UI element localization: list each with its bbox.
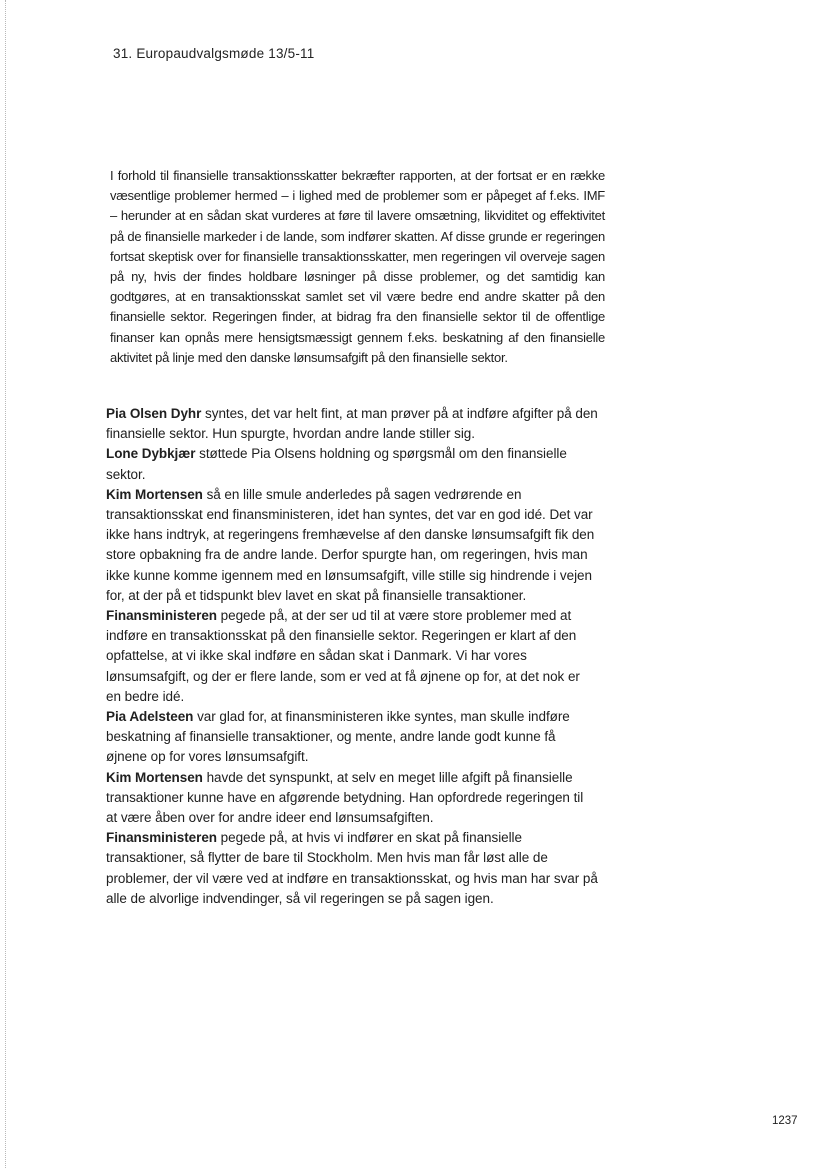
- statement: [106, 606, 598, 707]
- speaker-name: Lone Dybkjær: [106, 446, 196, 462]
- statement-text: pegede på, at hvis vi indfører en skat på finansielle transaktioner, så flytter de bare til Stockholm. Men hvis man får løst alle de problemer, der vil være ved at indføre en transaktionsskat, og hvis man har svar på alle de alvorlige indvendinger, så vil regeringen se på sagen igen.: [106, 830, 598, 906]
- statement-text: pegede på, at der ser ud til at være store problemer med at indføre en transaktionsskat på den finansielle sektor. Regeringen er klart af den opfattelse, at vi ikke skal indføre en sådan skat i Danmark. Vi har vores lønsumsafgift, og der er flere lande, som er ved at få øjnene op for, at det nok er en bedre idé.: [106, 608, 580, 704]
- statement: [106, 828, 598, 909]
- speaker-name: Kim Mortensen: [106, 486, 203, 502]
- scan-border-line: [5, 0, 6, 1168]
- statement-text: støttede Pia Olsens holdning og spørgsmål om den finansielle sektor.: [106, 446, 567, 482]
- speaker-name: Pia Adelsteen: [106, 709, 194, 725]
- document-header: 31. Europaudvalgsmøde 13/5-11: [113, 46, 315, 61]
- speaker-name: Finansministeren: [106, 608, 217, 624]
- statement: [106, 768, 598, 829]
- statement: [106, 707, 598, 768]
- statement: [106, 485, 598, 606]
- speaker-name: Kim Mortensen: [106, 769, 203, 785]
- statement-text: havde det synspunkt, at selv en meget lille afgift på finansielle transaktioner kunne have en afgørende betydning. Han opfordrede regeringen til at være åben over for andre ideer end lønsumsafgiften.: [106, 769, 584, 826]
- statement-text: så en lille smule anderledes på sagen vedrørende en transaktionsskat end finansministeren, idet han syntes, det var en god idé. Det var ikke hans indtryk, at regeringens fremhævelse af den danske lønsumsafgift fik den store opbakning fra de andre lande. Derfor spurgte han, om regeringen, hvis man ikke kunne komme igennem med en lønsumsafgift, ville stille sig hindrende i vejen for, at der på et tidspunkt blev lavet en skat på finansielle transaktioner.: [106, 486, 595, 603]
- page-number: 1237: [772, 1115, 798, 1127]
- intro-paragraph: I forhold til finansielle transaktionsskatter bekræfter rapporten, at der fortsat er en række væsentlige problemer hermed – i lighed med de problemer som er påpeget af f.eks. IMF – herunder at en sådan skat vurderes at føre til lavere omsætning, likviditet og effektivitet på de finansielle markeder i de lande, som indfører skatten. Af disse grunde er regeringen fortsat skeptisk over for finansielle transaktionsskatter, men regeringen vil overveje sagen på ny, hvis der findes holdbare løsninger på disse problemer, og det samtidig kan godtgøres, at en transaktionsskat samlet set vil være bedre end andre skatter på den finansielle sektor. Regeringen finder, at bidrag fra den finansielle sektor til de offentlige finanser kan opnås mere hensigtsmæssigt gennem f.eks. beskatning af den finansielle aktivitet på linje med den danske lønsumsafgift på den finansielle sektor.: [110, 168, 605, 365]
- statement-text: syntes, det var helt fint, at man prøver på at indføre afgifter på den finansielle sektor. Hun spurgte, hvordan andre lande stiller sig.: [106, 406, 598, 442]
- statement: [106, 444, 598, 484]
- speaker-name: Finansministeren: [106, 830, 217, 846]
- statements-section: [106, 404, 598, 909]
- speaker-name: Pia Olsen Dyhr: [106, 406, 202, 421]
- statement: [106, 404, 598, 444]
- statement-text: var glad for, at finansministeren ikke syntes, man skulle indføre beskatning af finansielle transaktioner, og mente, andre lande godt kunne få øjnene op for vores lønsumsafgift.: [106, 709, 570, 765]
